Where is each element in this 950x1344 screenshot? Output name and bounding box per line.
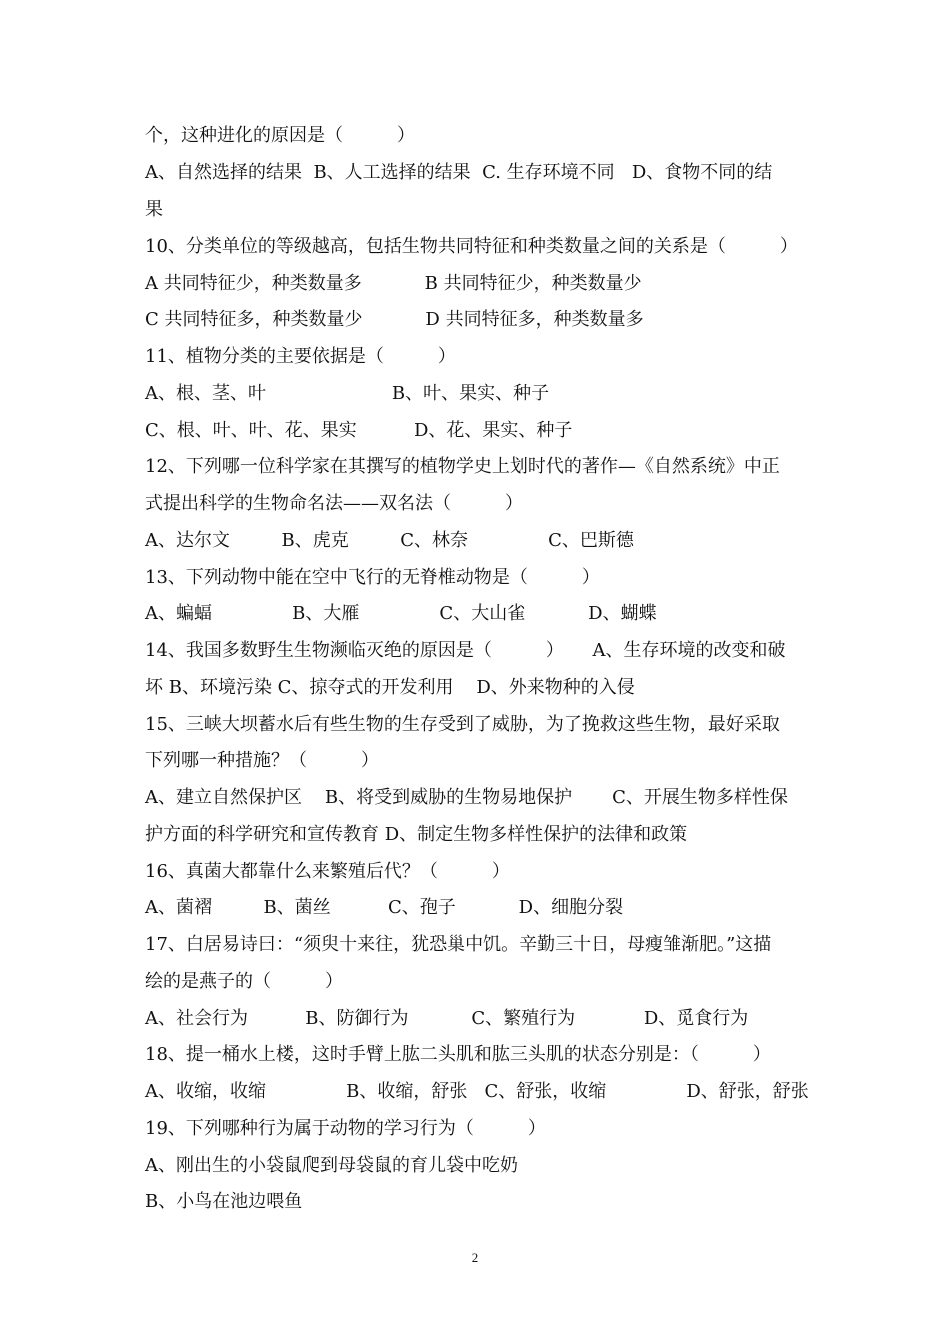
text-line: A、蝙蝠 B、大雁 C、大山雀 D、蝴蝶	[145, 603, 657, 624]
text-line: 13、下列动物中能在空中飞行的无脊椎动物是（ ）	[145, 567, 600, 588]
text-line: 果	[145, 199, 163, 220]
text-line: 14、我国多数野生生物濒临灭绝的原因是（ ） A、生存环境的改变和破	[145, 640, 786, 661]
text-line: A、菌褶 B、菌丝 C、孢子 D、细胞分裂	[145, 897, 624, 918]
text-line: 11、植物分类的主要依据是（ ）	[145, 346, 456, 367]
text-line: C 共同特征多，种类数量少 D 共同特征多，种类数量多	[145, 309, 644, 330]
text-line: 17、白居易诗曰：“须臾十来往，犹恐巢中饥。辛勤三十日，母瘦雏渐肥。”这描	[145, 934, 772, 955]
text-line: A、刚出生的小袋鼠爬到母袋鼠的育儿袋中吃奶	[145, 1155, 518, 1176]
text-line: 10、分类单位的等级越高，包括生物共同特征和种类数量之间的关系是（ ）	[145, 236, 798, 257]
text-line: A、社会行为 B、防御行为 C、繁殖行为 D、觅食行为	[145, 1008, 749, 1029]
text-line: A、自然选择的结果 B、人工选择的结果 C. 生存环境不同 D、食物不同的结	[145, 162, 773, 183]
text-line: 式提出科学的生物命名法——双名法（ ）	[145, 493, 523, 514]
text-line: A、建立自然保护区 B、将受到威胁的生物易地保护 C、开展生物多样性保	[145, 787, 788, 808]
text-line: 绘的是燕子的（ ）	[145, 971, 343, 992]
text-line: 19、下列哪种行为属于动物的学习行为（ ）	[145, 1118, 546, 1139]
text-line: A、达尔文 B、虎克 C、林奈 C、巴斯德	[145, 530, 634, 551]
text-line: 12、下列哪一位科学家在其撰写的植物学史上划时代的著作—《自然系统》中正	[145, 456, 780, 477]
text-line: A、根、茎、叶 B、叶、果实、种子	[145, 383, 550, 404]
text-line: 18、提一桶水上楼，这时手臂上肱二头肌和肱三头肌的状态分别是：（ ）	[145, 1044, 771, 1065]
text-line: 护方面的科学研究和宣传教育 D、制定生物多样性保护的法律和政策	[145, 824, 688, 845]
text-line: 16、真菌大都靠什么来繁殖后代？（ ）	[145, 861, 510, 882]
page-number: 2	[471, 1250, 479, 1265]
text-line: 个，这种进化的原因是（ ）	[145, 125, 415, 146]
text-line: 下列哪一种措施？（ ）	[145, 750, 379, 771]
text-line: A 共同特征少，种类数量多 B 共同特征少，种类数量少	[145, 273, 642, 294]
text-line: B、小鸟在池边喂鱼	[145, 1191, 303, 1212]
text-line: A、收缩，收缩 B、收缩，舒张 C、舒张，收缩 D、舒张，舒张	[145, 1081, 809, 1102]
text-line: C、根、叶、叶、花、果实 D、花、果实、种子	[145, 420, 573, 441]
text-line: 15、三峡大坝蓄水后有些生物的生存受到了威胁，为了挽救这些生物，最好采取	[145, 714, 780, 735]
text-line: 坏 B、环境污染 C、掠夺式的开发利用 D、外来物种的入侵	[145, 677, 635, 698]
